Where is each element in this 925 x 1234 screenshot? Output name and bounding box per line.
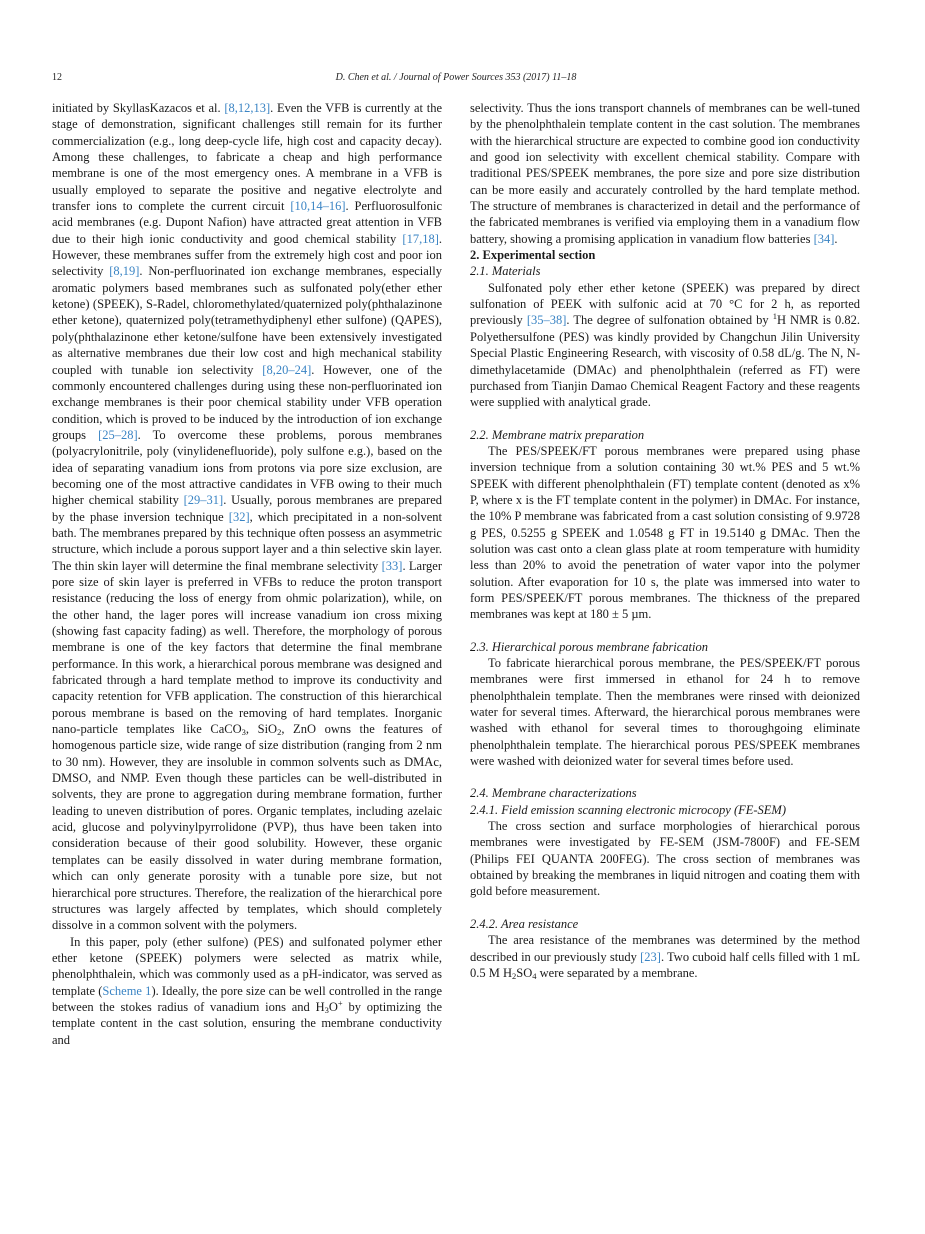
citation-link[interactable]: [10,14–16] — [290, 199, 346, 214]
citation-link[interactable]: [8,19] — [109, 264, 140, 279]
paragraph-fe-sem: The cross section and surface morphologies of hierarchical porous membranes were investigated by FE-SEM (JSM-7800F) and FE-SEM (Philips FEI QUANTA 200FEG). The cross section of membranes was obtained by breaking the membranes in liquid nitrogen and coating them with gold before measurement. — [470, 819, 860, 899]
subsubsection-heading: 2.4.1. Field emission scanning electronic microcopy (FE-SEM) — [470, 802, 787, 817]
paragraph-hierarchical-fab: To fabricate hierarchical porous membrane, the PES/SPEEK/FT porous membranes were first immersed in ethanol for 24 h to remove phenolphthalein template. Then the membranes were rinsed with deionized water for several times. Afterward, the hierarchical porous membranes were washed with ethanol for several times to thoroughgoing eliminate phenolphthalein template. The hierarchical porous PES/SPEEK membranes were washed with deionized water for several times before used. — [470, 656, 860, 769]
citation-link[interactable]: [35–38] — [526, 313, 567, 328]
paragraph-materials: Sulfonated poly ether ether ketone (SPEEK) was prepared by direct sulfonation of PEEK with sulfonic acid at 70 °C for 2 h, as reported previously [35–38]. The degree of sulfonation obtained by $^1$H NMR is 0.82. Polyethersulfone (PES) was kindly provided by Changchun Jilin University Special Plastic Engineering Research, with viscosity of 0.58 dL/g. The N, N-dimethylacetamide (DMAc) and phenolphthalein (referred as FT) were purchased from Tianjin Damao Chemical Reagent Factory and these reagents were supplied with analytical grade. — [470, 280, 861, 410]
citation-link[interactable]: [23] — [640, 949, 661, 964]
paragraph-area-resistance: The area resistance of the membranes was determined by the method described in our previously study [23]. Two cuboid half cells filled with 1 mL 0.5 M $H_2SO_4$ were separated by a membrane. — [470, 933, 860, 981]
citation-link[interactable]: [29–31] — [183, 493, 224, 508]
citation-link[interactable]: [25–28] — [98, 427, 138, 442]
left-column — [52, 100, 442, 1048]
citation-link[interactable]: [32] — [228, 509, 250, 524]
subsection-heading: 2.2. Membrane matrix preparation — [470, 427, 645, 442]
scheme-link[interactable]: Scheme 1 — [102, 983, 152, 998]
citation-link[interactable]: [34] — [813, 231, 835, 246]
page-number: 12 — [52, 72, 62, 83]
paragraph-this-paper: In this paper, poly (ether sulfone) (PES) and sulfonated polymer ether ether ketone (SPEEK) polymers were selected as matrix while, phenolphthalein, which was commonly used as a pH-indicator, was served as template (Scheme 1). Ideally, the pore size can be well controlled in the range between the stokes radius of vanadium ions and $H_3O^+$ by optimizing the template content in the cast solution, ensuring the membrane conductivity and — [52, 934, 442, 1047]
paragraph-matrix-prep: The PES/SPEEK/FT porous membranes were prepared using phase inversion technique from a solution containing 30 wt.% PES and 5 wt.% SPEEK with different phenolphthalein (FT) template content (denoted as x% P, where x is the FT template content in the polymer) in DMAc. For instance, the 10% P membrane was fabricated from a cast solution consisting of 9.9728 g PES, 0.5255 g SPEEK and 1.0548 g FT in 19.5140 g DMAc. Then the solution was cast onto a clean glass plate at room temperature with humidity less than 20% to avoid the penetration of water vapor into the polymer solution. After evaporation for 10 s, the plate was immersed into water to form PES/SPEEK/FT porous membranes. The thickness of the prepared membranes was kept at 180 ± 5 µm. — [470, 443, 860, 622]
subsection-heading: 2.1. Materials — [470, 264, 541, 279]
subsection-heading: 2.4. Membrane characterizations — [470, 786, 637, 801]
subsubsection-heading: 2.4.2. Area resistance — [470, 916, 579, 931]
citation-link[interactable]: [8,12,13] — [224, 101, 271, 115]
running-header — [52, 72, 860, 88]
subsection-heading: 2.3. Hierarchical porous membrane fabrication — [470, 639, 708, 654]
paragraph-continuation: selectivity. Thus the ions transport channels of membranes can be well-tuned by the phenolphthalein template content in the cast solution. The membranes with the hierarchical structure are expected to combine good ion conductivity and good ion selectivity with excellent chemical stability. Compare with traditional PES/SPEEK membranes, the pore size and pore size distribution can be more easily and accurately controlled by the hard template method. The structure of membranes is characterized in detail and the performance of the fabricated membranes is verified via employing them in a vanadium flow battery, showing a promising application in vanadium flow batteries [34]. — [470, 101, 860, 246]
journal-reference: D. Chen et al. / Journal of Power Sources 353 (2017) 11–18 — [335, 72, 577, 83]
citation-link[interactable]: [33] — [381, 558, 403, 573]
citation-link[interactable]: [8,20–24] — [262, 362, 312, 377]
section-heading: 2. Experimental section — [470, 248, 596, 263]
citation-link[interactable]: [17,18] — [402, 231, 439, 246]
right-column — [470, 100, 860, 981]
paragraph-intro: initiated by SkyllasKazacos et al. [8,12,13]. Even the VFB is currently at the stage of demonstration, significant challenges still remain for its further commercialization (e.g., long deep-cycle life, high cost and capacity decay). Among these challenges, to fabricate a cheap and high performance membrane is one of the most emergency ones. A membrane in a VFB is usually employed to separate the positive and negative electrolyte and transfer ions to complete the current circuit [10,14–16]. Perfluorosulfonic acid membranes (e.g. Dupont Nafion) have attracted great attention in VFB due to their high ionic conductivity and good chemical stability [17,18]. However, these membranes suffer from the extremely high cost and poor ion selectivity [8,19]. Non-perfluorinated ion exchange membranes, especially aromatic polymers based membranes such as sulfonated poly(ether ether ketone) (SPEEK), S-Radel, chloromethylated/quaternized poly(phthalazinone ether ketone), quaternized poly(tetramethydiphenyl ether sulfone) (QAPES), poly(phthalazinone ether ketone/sulfone have been extensively investigated as alternative membranes due their low cost and high mechanical stability coupled with tunable ion selectivity [8,20–24]. However, one of the commonly encountered challenges during using these non-perfluorinated ion exchange membranes is their poor chemical stability under VFB operation condition, which is proved to be induced by the introduction of ion exchange groups [25–28]. To overcome these problems, porous membranes (polyacrylonitrile, poly (vinylidenefluoride), poly sulfone e.g.), based on the idea of separating vanadium ions from protons via pore size exclusion, are becoming one of the most attractive candidates in VFB owing to their much higher chemical stability [29–31]. Usually, porous membranes are prepared by the phase inversion technique [32], which precipitated in a non-solvent bath. The membranes prepared by this technique often possess an asymmetric structure, which include a porous support layer and a thin selective skin layer. The thin skin layer will determine the final membrane selectivity [33]. Larger pore size of skin layer is preferred in VFBs to reduce the proton transport resistance (reducing the loss of energy from ohmic polarization), while, on the other hand, the lager pores will increase vanadium ion cross mixing (showing fast capacity fading) as well. Therefore, the morphology of porous membrane is one of the key factors that determine the final membrane performance. In this work, a hierarchical porous membrane was designed and fabricated through a hard template method to improve its conductivity and capacity retention for VFB application. The construction of this hierarchical porous membrane is based on the removing of hard templates. Inorganic nano-particle templates like CaCO$_3$, SiO$_2$, ZnO owns the features of homogenous particle size, wide range of size distribution (ranging from 2 nm to 30 nm). However, they are insoluble in common solvents such as DMAc, DMSO, and NMP. Even though these particles can be well-distributed in solvents, they are prone to aggregation during membrane formation, further leading to uneven distribution of pores. Organic templates, including azelaic acid, glucose and polyvinylpyrrolidone (PVP), thus have been taken into consideration because of their good solubility. However, these organic templates can be easily dissolved in water during membrane formation, which can only generate porosity with a tunable pore size, but not hierarchical pore structures. Therefore, the realization of the hierarchical pore structures was largely affected by templates, which should completely dissolve in a common solvent with the polymers. — [52, 101, 443, 933]
